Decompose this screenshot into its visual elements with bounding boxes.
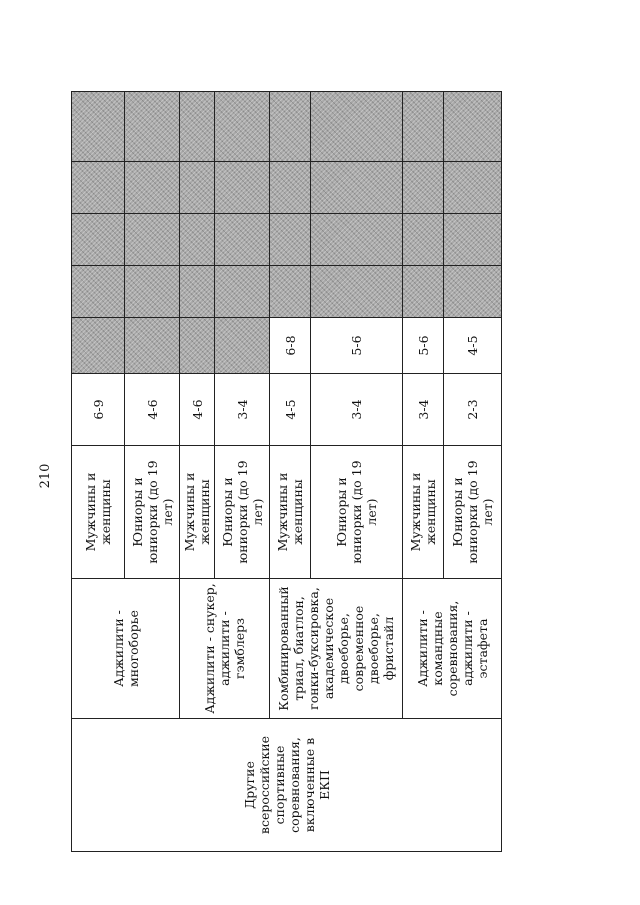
shaded-cell: [125, 214, 180, 266]
shaded-cell: [215, 162, 270, 214]
discipline-cell: Аджилити - многоборье: [72, 579, 180, 719]
shaded-cell: [311, 266, 403, 318]
shaded-cell: [270, 214, 311, 266]
extra-value-cell: 5-6: [311, 318, 403, 374]
shaded-cell: [72, 92, 125, 162]
shaded-cell: [215, 266, 270, 318]
shaded-cell: [72, 266, 125, 318]
value-cell: 6-9: [72, 374, 125, 446]
shaded-cell: [215, 214, 270, 266]
participants-cell: Юниоры и юниорки (до 19 лет): [125, 446, 180, 579]
shaded-cell: [180, 92, 215, 162]
value-cell: 4-6: [125, 374, 180, 446]
participants-cell: Мужчины и женщины: [403, 446, 444, 579]
shaded-cell: [125, 162, 180, 214]
shaded-cell: [270, 162, 311, 214]
discipline-cell: Аджилити - снукер, аджилити - гэмблерз: [180, 579, 270, 719]
shaded-cell: [444, 92, 502, 162]
shaded-cell: [270, 266, 311, 318]
participants-cell: Юниоры и юниорки (до 19 лет): [311, 446, 403, 579]
shaded-cell: [311, 92, 403, 162]
extra-value-cell: 5-6: [403, 318, 444, 374]
value-cell: 3-4: [403, 374, 444, 446]
extra-value-cell: 4-5: [444, 318, 502, 374]
document-table-rotated: [71, 92, 495, 852]
participants-cell: Мужчины и женщины: [180, 446, 215, 579]
value-cell: 3-4: [311, 374, 403, 446]
extra-value-cell: 6-8: [270, 318, 311, 374]
participants-cell: Мужчины и женщины: [72, 446, 125, 579]
shaded-cell: [180, 266, 215, 318]
value-cell: 4-6: [180, 374, 215, 446]
shaded-cell: [311, 214, 403, 266]
shaded-cell: [72, 162, 125, 214]
shaded-cell: [270, 92, 311, 162]
shaded-cell: [215, 318, 270, 374]
category-cell: Другие всероссийские спортивные соревнования, включенные в ЕКП: [72, 719, 502, 852]
shaded-cell: [403, 162, 444, 214]
shaded-cell: [311, 162, 403, 214]
shaded-cell: [180, 162, 215, 214]
page-number: 210: [38, 463, 53, 489]
shaded-cell: [444, 214, 502, 266]
shaded-cell: [403, 214, 444, 266]
discipline-cell: Комбинированный триал, биатлон, гонки-буксировка, академическое двоеборье, современное двоеборье, фристайл: [270, 579, 403, 719]
shaded-cell: [215, 92, 270, 162]
value-cell: 4-5: [270, 374, 311, 446]
shaded-cell: [72, 214, 125, 266]
shaded-cell: [403, 266, 444, 318]
shaded-cell: [125, 266, 180, 318]
shaded-cell: [180, 318, 215, 374]
value-cell: 2-3: [444, 374, 502, 446]
participants-cell: Юниоры и юниорки (до 19 лет): [444, 446, 502, 579]
value-cell: 3-4: [215, 374, 270, 446]
table-row: [72, 92, 125, 852]
shaded-cell: [444, 162, 502, 214]
competition-table: [71, 91, 502, 852]
discipline-cell: Аджилити - командные соревнования, аджилити - эстафета: [403, 579, 502, 719]
participants-cell: Мужчины и женщины: [270, 446, 311, 579]
shaded-cell: [403, 92, 444, 162]
shaded-cell: [125, 92, 180, 162]
shaded-cell: [180, 214, 215, 266]
shaded-cell: [72, 318, 125, 374]
shaded-cell: [444, 266, 502, 318]
participants-cell: Юниоры и юниорки (до 19 лет): [215, 446, 270, 579]
shaded-cell: [125, 318, 180, 374]
